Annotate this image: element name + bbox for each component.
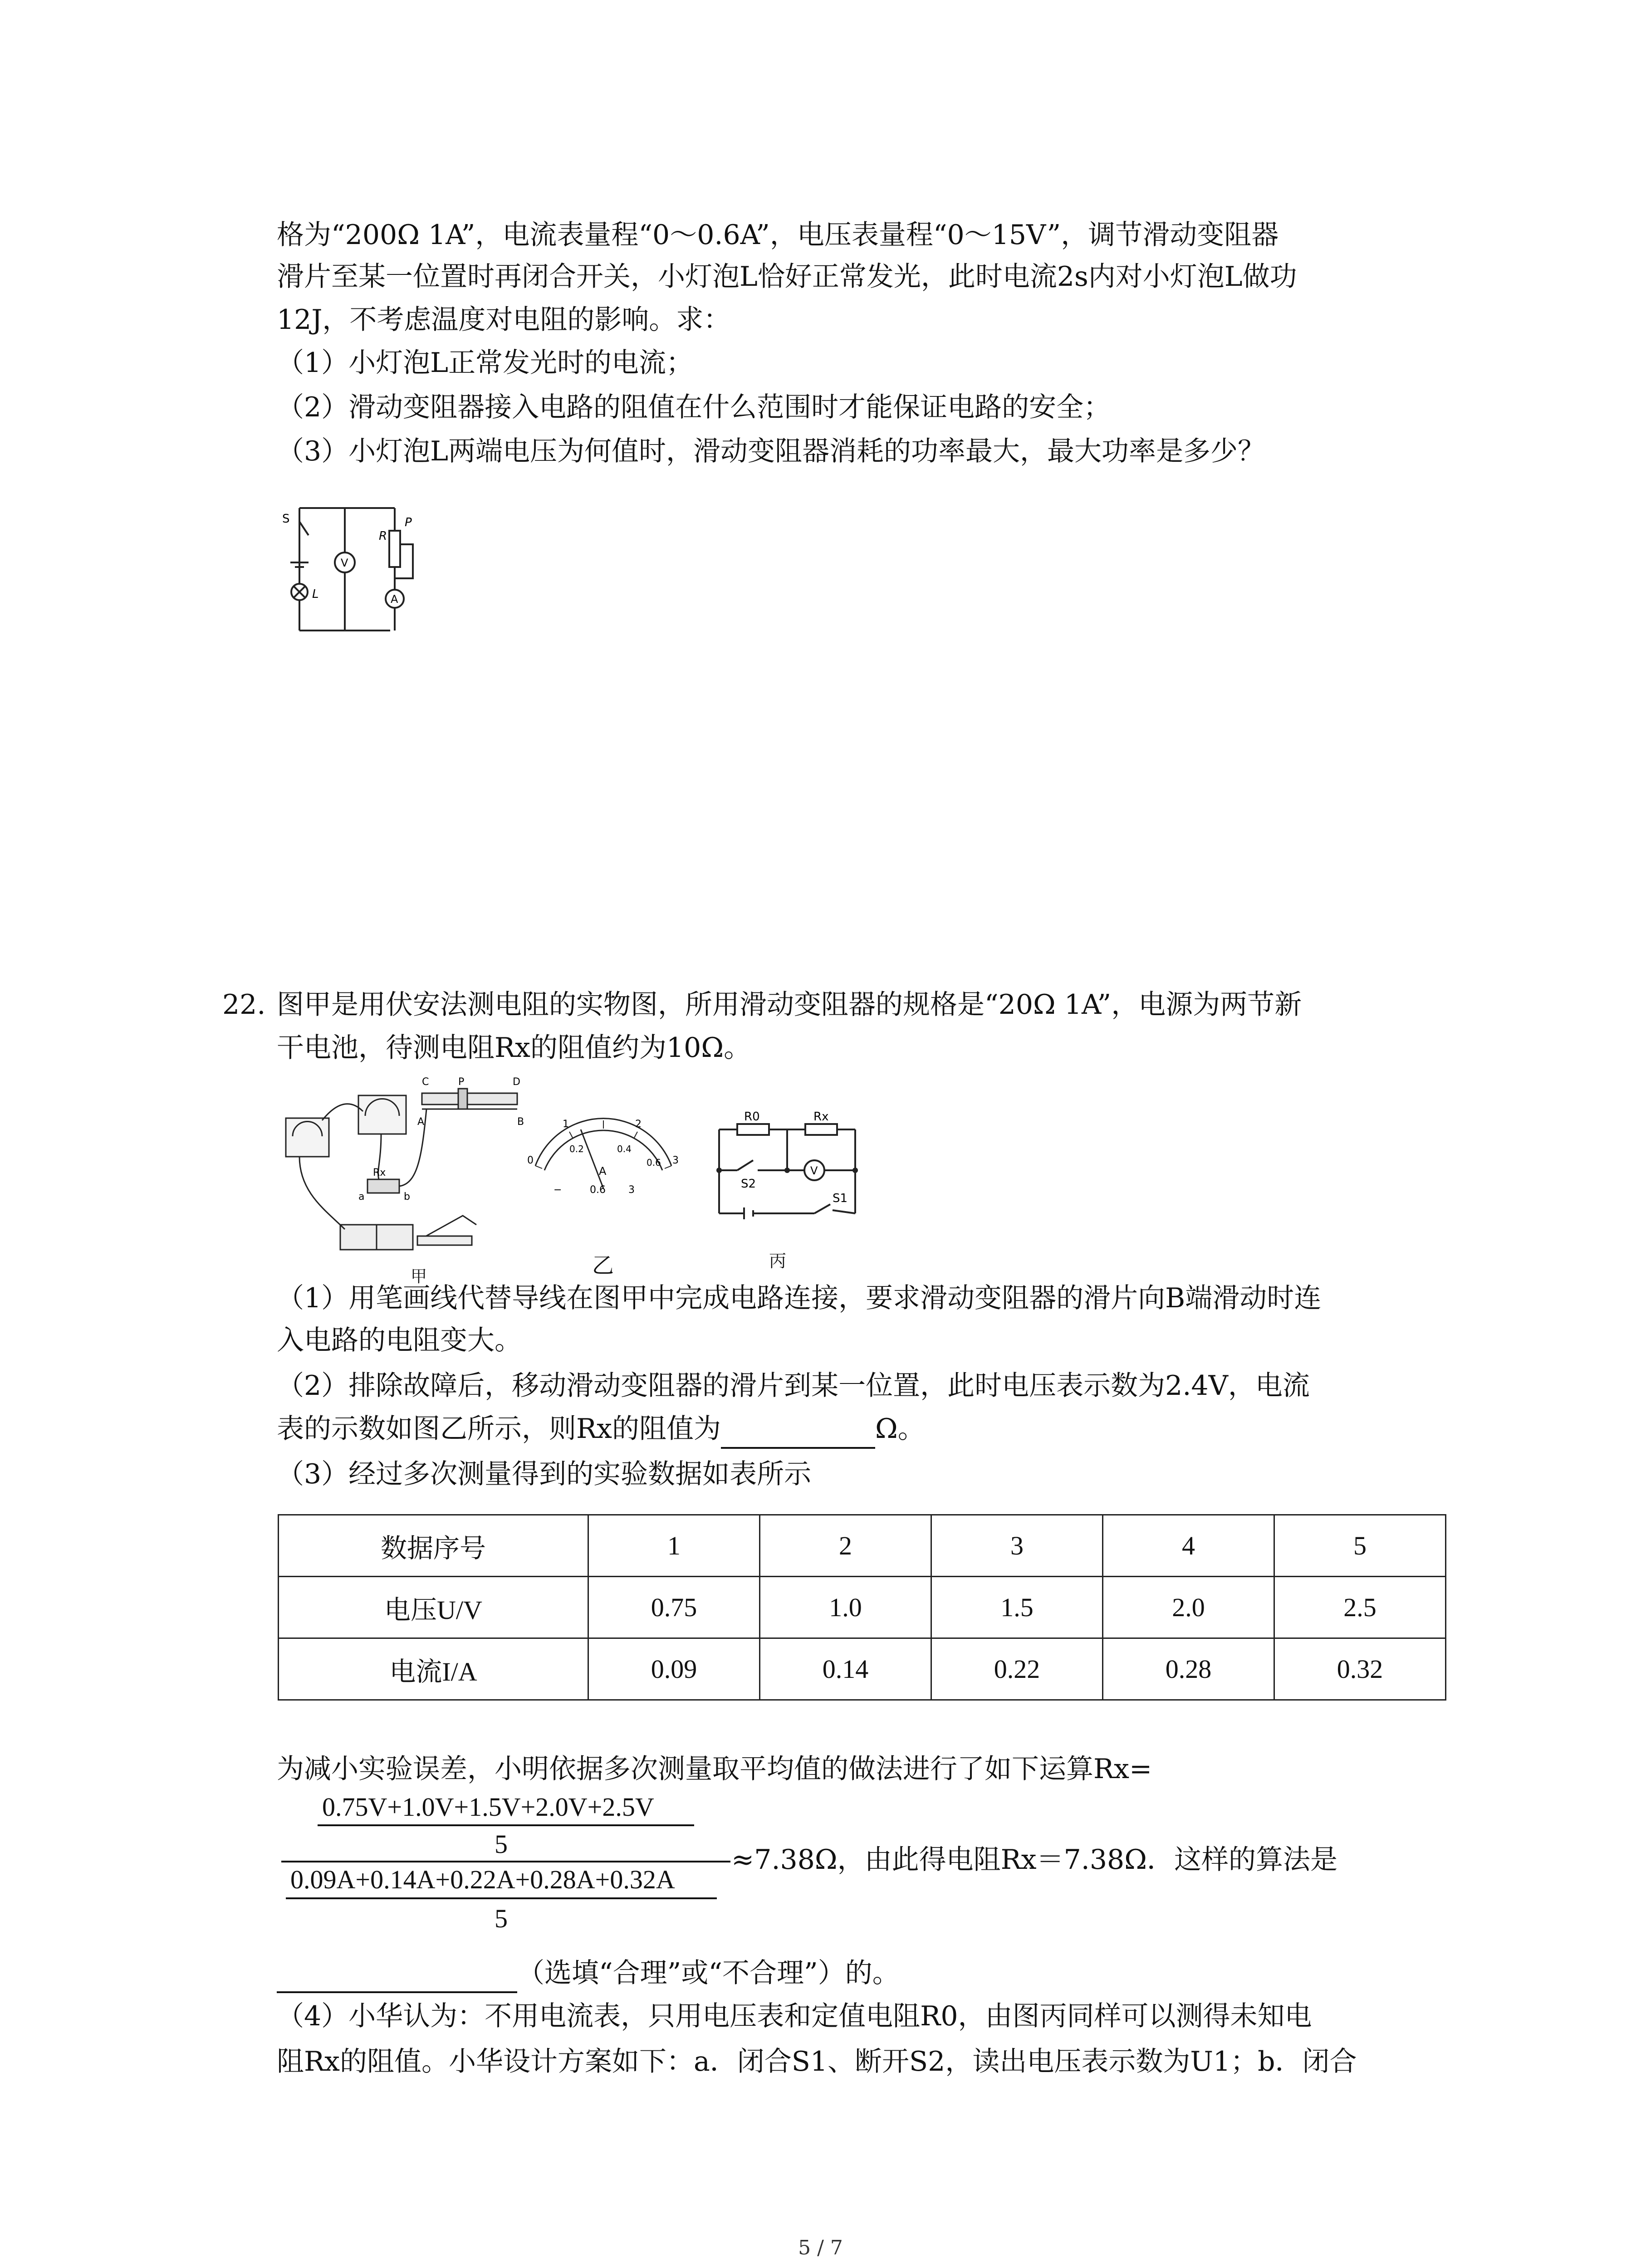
intro-line-3: 12J，不考虑温度对电阻的影响。求： (277, 304, 731, 336)
calc-intro: 为减小实验误差，小明依据多次测量取平均值的做法进行了如下运算Rx= (277, 1753, 1152, 1785)
bing-label-v: V (810, 1164, 818, 1177)
jia-label-b: B (517, 1116, 524, 1128)
page-number: 5 / 7 (798, 2236, 843, 2259)
circuit1-label-r: R (379, 529, 387, 543)
table-cell: 0.32 (1274, 1638, 1446, 1700)
answer-blank-resistance[interactable] (721, 1411, 875, 1449)
table-cell: 0.14 (760, 1638, 931, 1700)
numerator-sum-voltage: 0.75V+1.0V+1.5V+2.0V+2.5V (322, 1792, 654, 1822)
inner-fraction-bar-top (318, 1824, 694, 1826)
main-fraction-bar (281, 1861, 730, 1862)
sub-question-3: （3）小灯泡L两端电压为何值时，滑动变阻器消耗的功率最大，最大功率是多少？ (277, 435, 1265, 467)
q22-line-1: 图甲是用伏安法测电阻的实物图，所用滑动变阻器的规格是“20Ω 1A”，电源为两节新 (277, 989, 1302, 1021)
bing-label-s1: S1 (833, 1192, 848, 1205)
q22-part-4-line-1: （4）小华认为：不用电流表，只用电压表和定值电阻R0，由图丙同样可以测得未知电 (277, 2000, 1312, 2032)
question-number-22: 22. (222, 989, 266, 1021)
yi-terminal-3: 3 (628, 1184, 635, 1196)
q22-part-2-line-1: （2）排除故障后，移动滑动变阻器的滑片到某一位置，此时电压表示数为2.4V，电流 (277, 1370, 1310, 1402)
table-cell: 1 (588, 1515, 760, 1577)
figure-label-yi: 乙 (592, 1253, 614, 1278)
jia-label-a2: a (358, 1191, 365, 1202)
q22-part-4-line-2: 阻Rx的阻值。小华设计方案如下：a．闭合S1、断开S2，读出电压表示数为U1；b．闭合 (277, 2046, 1357, 2077)
table-cell: 电压U/V (279, 1577, 588, 1638)
q22-part-2-line-2 (277, 1411, 925, 1449)
table-cell: 3 (931, 1515, 1103, 1577)
figure-yi-ammeter-dial (526, 1102, 681, 1238)
jia-label-rx: Rx (373, 1167, 386, 1178)
table-cell: 数据序号 (279, 1515, 588, 1577)
circuit1-label-v: V (341, 557, 348, 569)
answer-blank-reasonable[interactable] (277, 1955, 517, 1993)
table-cell: 1.0 (760, 1577, 931, 1638)
circuit1-label-l: L (312, 587, 319, 601)
denominator-five-1: 5 (495, 1829, 508, 1859)
circuit-diagram-1 (272, 494, 445, 644)
yi-terminal-minus: − (554, 1184, 562, 1196)
bing-label-s2: S2 (741, 1177, 756, 1191)
bing-label-r0: R0 (744, 1110, 760, 1124)
yi-tick-0-2: 0.2 (569, 1144, 584, 1154)
table-cell: 2.5 (1274, 1577, 1446, 1638)
table-cell: 0.22 (931, 1638, 1103, 1700)
q22-part-2-text: 表的示数如图乙所示，则Rx的阻值为 (277, 1413, 721, 1445)
sub-question-1: （1）小灯泡L正常发光时的电流； (277, 347, 694, 379)
table-cell: 0.28 (1103, 1638, 1274, 1700)
denominator-five-2: 5 (495, 1904, 508, 1933)
table-cell: 1.5 (931, 1577, 1103, 1638)
yi-terminal-0-6: 0.6 (590, 1184, 606, 1196)
table-row (279, 1515, 1446, 1577)
intro-line-1: 格为“200Ω 1A”，电流表量程“0～0.6A”，电压表量程“0～15V”，调节滑动变阻器 (277, 219, 1279, 251)
circuit1-label-p: P (405, 516, 412, 529)
sub-question-2: （2）滑动变阻器接入电路的阻值在什么范围时才能保证电路的安全； (277, 391, 1111, 423)
intro-line-2: 滑片至某一位置时再闭合开关，小灯泡L恰好正常发光，此时电流2s内对小灯泡L做功 (277, 261, 1297, 293)
jia-label-c: C (422, 1076, 429, 1088)
yi-tick-0: 0 (527, 1155, 534, 1166)
inner-fraction-bar-bottom (286, 1897, 717, 1899)
yi-tick-2: 2 (635, 1119, 642, 1130)
q22-line-2: 干电池，待测电阻Rx的阻值约为10Ω。 (277, 1032, 751, 1064)
fill-instruction: （选填“合理”或“不合理”）的。 (517, 1957, 900, 1989)
table-row (279, 1577, 1446, 1638)
jia-label-d: D (513, 1076, 520, 1088)
table-cell: 0.09 (588, 1638, 760, 1700)
table-cell: 2 (760, 1515, 931, 1577)
q22-part-2-unit: Ω。 (875, 1413, 925, 1445)
figure-bing-circuit (701, 1107, 873, 1225)
jia-label-b2: b (404, 1191, 410, 1202)
jia-label-a: A (417, 1116, 425, 1128)
numerator-sum-current: 0.09A+0.14A+0.22A+0.28A+0.32A (290, 1865, 675, 1894)
q22-part-1-line-2: 入电路的电阻变大。 (277, 1325, 522, 1356)
q22-part-1-line-1: （1）用笔画线代替导线在图甲中完成电路连接，要求滑动变阻器的滑片向B端滑动时连 (277, 1282, 1322, 1314)
jia-label-p: P (458, 1076, 465, 1088)
data-table (278, 1514, 1446, 1701)
table-cell: 4 (1103, 1515, 1274, 1577)
figure-label-bing: 丙 (769, 1251, 787, 1271)
table-cell: 5 (1274, 1515, 1446, 1577)
fill-line (277, 1955, 900, 1993)
circuit1-label-s: S (282, 512, 290, 526)
table-cell: 电流I/A (279, 1638, 588, 1700)
yi-tick-0-4: 0.4 (617, 1144, 632, 1154)
figure-label-jia: 甲 (411, 1267, 427, 1286)
calc-result: ≈7.38Ω，由此得电阻Rx＝7.38Ω．这样的算法是 (731, 1844, 1337, 1876)
yi-tick-3: 3 (672, 1155, 679, 1166)
table-cell: 0.75 (588, 1577, 760, 1638)
bing-label-rx: Rx (813, 1110, 829, 1124)
q22-part-3-line: （3）经过多次测量得到的实验数据如表所示 (277, 1458, 812, 1490)
circuit1-label-a: A (391, 593, 398, 606)
yi-unit: A (599, 1165, 607, 1178)
figure-jia-apparatus (272, 1075, 526, 1266)
yi-tick-1: 1 (563, 1119, 569, 1130)
yi-tick-0-6: 0.6 (647, 1157, 661, 1168)
table-row (279, 1638, 1446, 1700)
table-cell: 2.0 (1103, 1577, 1274, 1638)
